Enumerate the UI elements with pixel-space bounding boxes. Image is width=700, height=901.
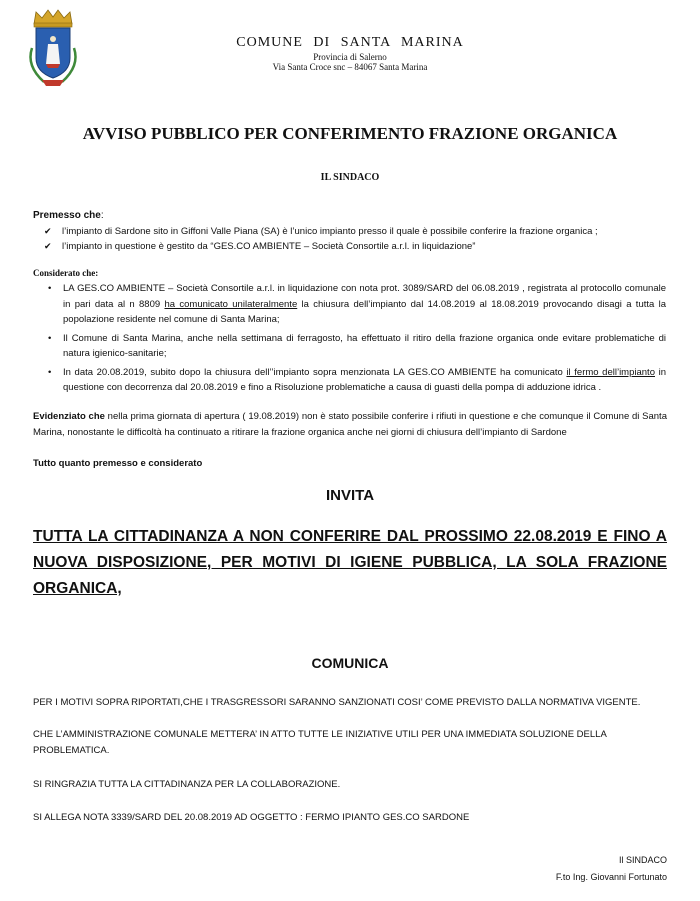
comunica-paragraph-1: PER I MOTIVI SOPRA RIPORTATI,CHE I TRASGRESSORI SARANNO SANZIONATI COSI’ COME PREVISTO DALLA NORMATIVA VIGENTE. [33,697,641,708]
invita-heading: INVITA [325,487,375,504]
coat-of-arms-icon [24,8,82,90]
check-mark-icon: ✔ [44,241,52,251]
invita-statement: TUTTA LA CITTADINANZA A NON CONFERIRE DAL PROSSIMO 22.08.2019 E FINO A NUOVA DISPOSIZIONE, PER MOTIVI DI IGIENE PUBBLICA, LA SOLA FRAZIONE ORGANICA, [33,528,667,597]
round-bullet-icon: • [48,366,52,378]
sindaco-heading: IL SINDACO [320,172,380,183]
signature-role: Il SINDACO [618,855,667,865]
check-mark-icon: ✔ [44,226,52,236]
signature-name: F.to Ing. Giovanni Fortunato [555,872,667,882]
list-item: • In data 20.08.2019, subito dopo la chiusura dell’’impianto sopra menzionata LA GES.CO AMBIENTE ha comunicato il fermo dell’impianto in questione con decorrenza dal 20.08.2019 e fino a Risoluzione problematiche a causa di guasti della pompa di adduzione idrica . [48,366,666,393]
list-item: ✔ l’impianto in questione è gestito da “GES.CO AMBIENTE – Società Consortile a.r.l. in liquidazione” [44,241,476,252]
considerato-list [48,281,666,399]
round-bullet-icon: • [48,332,52,344]
evidenziato-paragraph: Evidenziato che nella prima giornata di apertura ( 19.08.2019) non è stato possibile conferire i rifiuti in questione e che comunque il Comune di Santa Marina, nonostante le difficoltà ha continuato a ritirare la frazione organica anche nei giorni di chiusura dell’impianto di Sardone [33,411,667,438]
address-line: Via Santa Croce snc – 84067 Santa Marina [272,62,428,72]
round-bullet-icon: • [48,283,52,294]
comunica-paragraph-3: SI RINGRAZIA TUTTA LA CITTADINANZA PER LA COLLABORAZIONE. [33,779,341,790]
premesso-label: Premesso che: [33,210,104,221]
premesso-list [44,224,664,254]
list-item: ✔ l’impianto di Sardone sito in Giffoni Valle Piana (SA) è l’unico impianto presso il quale è possibile conferire la frazione organica ; [44,226,598,237]
document-title: AVVISO PUBBLICO PER CONFERIMENTO FRAZIONE ORGANICA [82,124,618,143]
list-item: • Il Comune di Santa Marina, anche nella settimana di ferragosto, ha effettuato il ritiro della frazione organica onde evitare problematiche di natura igienico-sanitarie; [48,332,666,359]
comunica-heading: COMUNICA [311,655,389,671]
comunica-paragraph-4: SI ALLEGA NOTA 3339/SARD DEL 20.08.2019 AD OGGETTO : FERMO IPIANTO GES.CO SARDONE [33,812,470,823]
list-item: • LA GES.CO AMBIENTE – Società Consortile a.r.l. in liquidazione con nota prot. 3089/SARD del 06.08.2019 , registrata al protocollo comunale in pari data al n 8809 ha comunicato unilateralmente la chiusura dell’impianto dal 14.08.2019 al 18.08.2019 provocando disagi a tutta la popolazione residente nel comune di Santa Marina; [48,283,667,325]
municipality-name: COMUNE DI SANTA MARINA [236,35,464,50]
comunica-paragraph-2: CHE L’AMMINISTRAZIONE COMUNALE METTERA’ IN ATTO TUTTE LE INIZIATIVE UTILI PER UNA IMMEDIATA SOLUZIONE DELLA PROBLEMATICA. [33,729,607,756]
considerato-label: Considerato che: [33,268,99,278]
province-line: Provincia di Salerno [313,52,387,62]
tutto-premesso-line: Tutto quanto premesso e considerato [33,458,203,469]
